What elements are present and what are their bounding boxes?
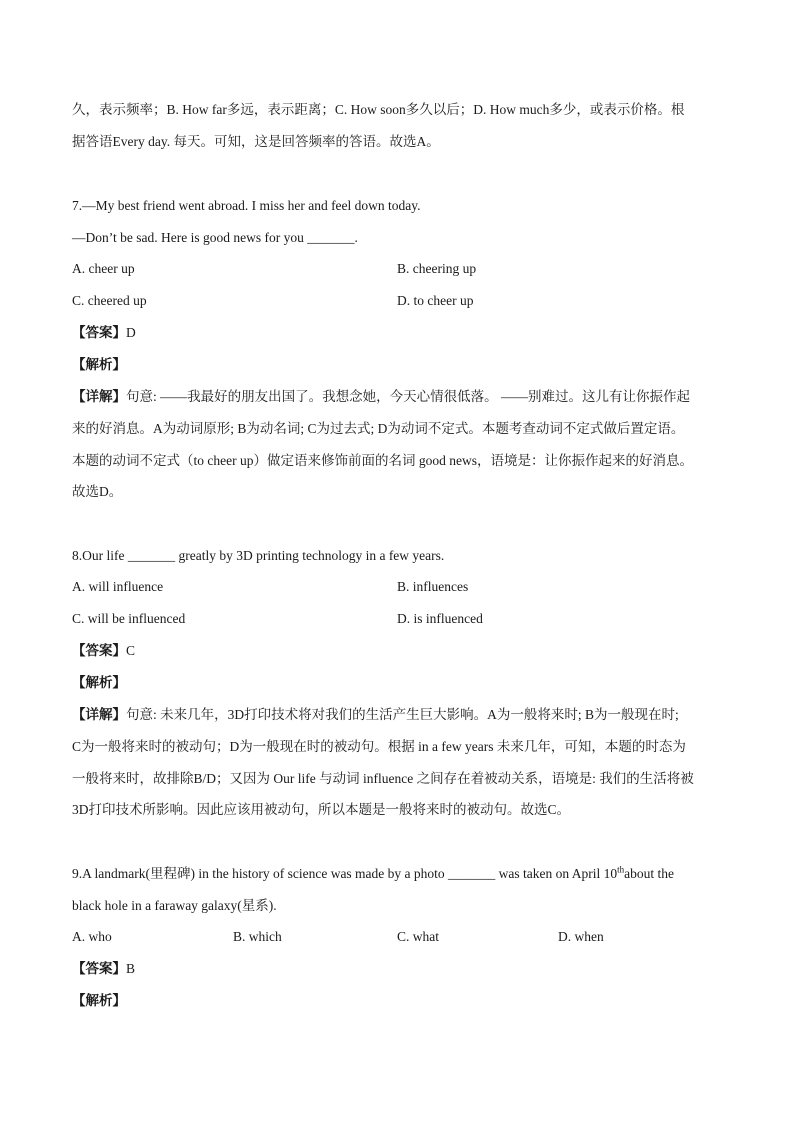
detail-text: 句意: 未来几年，3D打印技术将对我们的生活产生巨大影响。A为一般将来时; B为一般现在时;: [126, 707, 679, 722]
q8-option-a: A. will influence: [72, 579, 164, 594]
detail-tag: 【详解】: [72, 389, 126, 404]
q7-analysis-tag: [72, 355, 126, 375]
q7-detail-line-3: 本题的动词不定式（to cheer up）做定语来修饰前面的名词 good news，语境是：让你振作起来的好消息。: [72, 453, 693, 468]
detail-text: 句意: ——我最好的朋友出国了。我想念她，今天心情很低落。 ——别难过。这儿有让你振作起: [126, 389, 690, 404]
q7-option-c: C. cheered up: [72, 293, 147, 308]
analysis-tag: 【解析】: [72, 675, 126, 690]
answer-value: D: [126, 325, 136, 340]
q8-option-d: D. is influenced: [397, 611, 483, 626]
q8-detail-line-4: 3D打印技术所影响。因此应该用被动句，所以本题是一般将来时的被动句。故选C。: [72, 802, 571, 817]
answer-tag: 【答案】: [72, 325, 126, 340]
q8-detail-line-3: 一般将来时，故排除B/D；又因为 Our life 与动词 influence 之间存在着被动关系，语境是: 我们的生活将被: [72, 771, 694, 786]
q9-stem-line-2: black hole in a faraway galaxy(星系).: [72, 898, 277, 913]
detail-tag: 【详解】: [72, 707, 126, 722]
answer-tag: 【答案】: [72, 961, 126, 976]
q7-answer: [72, 323, 136, 343]
q7-detail-line-1: [72, 387, 690, 407]
q7-stem-line-1: 7.—My best friend went abroad. I miss her and feel down today.: [72, 198, 421, 213]
q7-detail-line-2: 来的好消息。A为动词原形; B为动名词; C为过去式; D为动词不定式。本题考查动词不定式做后置定语。: [72, 421, 685, 436]
q7-option-b: B. cheering up: [397, 261, 477, 276]
q9-analysis-tag: [72, 991, 126, 1011]
q9-option-a: A. who: [72, 929, 112, 944]
q8-option-b: B. influences: [397, 579, 469, 594]
q9-ordinal-suffix: th: [617, 864, 625, 875]
q8-answer: [72, 641, 135, 661]
q9-answer: [72, 959, 135, 979]
q9-option-d: D. when: [558, 929, 604, 944]
q9-option-c: C. what: [397, 929, 439, 944]
q7-option-d: D. to cheer up: [397, 293, 474, 308]
q9-stem-text: 9.A landmark(里程碑) in the history of science was made by a photo _______ was taken on April 10: [72, 866, 618, 881]
q9-stem-line-1: [72, 864, 674, 884]
analysis-tag: 【解析】: [72, 993, 126, 1008]
intro-line-2: 据答语Every day. 每天。可知，这是回答频率的答语。故选A。: [72, 134, 440, 149]
q9-option-b: B. which: [233, 929, 282, 944]
q8-option-c: C. will be influenced: [72, 611, 186, 626]
analysis-tag: 【解析】: [72, 357, 126, 372]
q8-analysis-tag: [72, 673, 126, 693]
answer-value: C: [126, 643, 136, 658]
q8-detail-line-2: C为一般将来时的被动句；D为一般现在时的被动句。根据 in a few years 未来几年，可知，本题的时态为: [72, 739, 686, 754]
intro-line-1: 久，表示频率；B. How far多远，表示距离；C. How soon多久以后；D. How much多少，或表示价格。根: [72, 102, 685, 117]
answer-value: B: [126, 961, 136, 976]
q8-detail-line-1: [72, 705, 679, 725]
q7-stem-line-2: —Don’t be sad. Here is good news for you _______.: [72, 230, 358, 245]
q8-stem-line-1: 8.Our life _______ greatly by 3D printing technology in a few years.: [72, 548, 445, 563]
q9-stem-text-end: about the: [624, 866, 675, 881]
q7-option-a: A. cheer up: [72, 261, 135, 276]
q7-detail-line-4: 故选D。: [72, 484, 123, 499]
answer-tag: 【答案】: [72, 643, 126, 658]
